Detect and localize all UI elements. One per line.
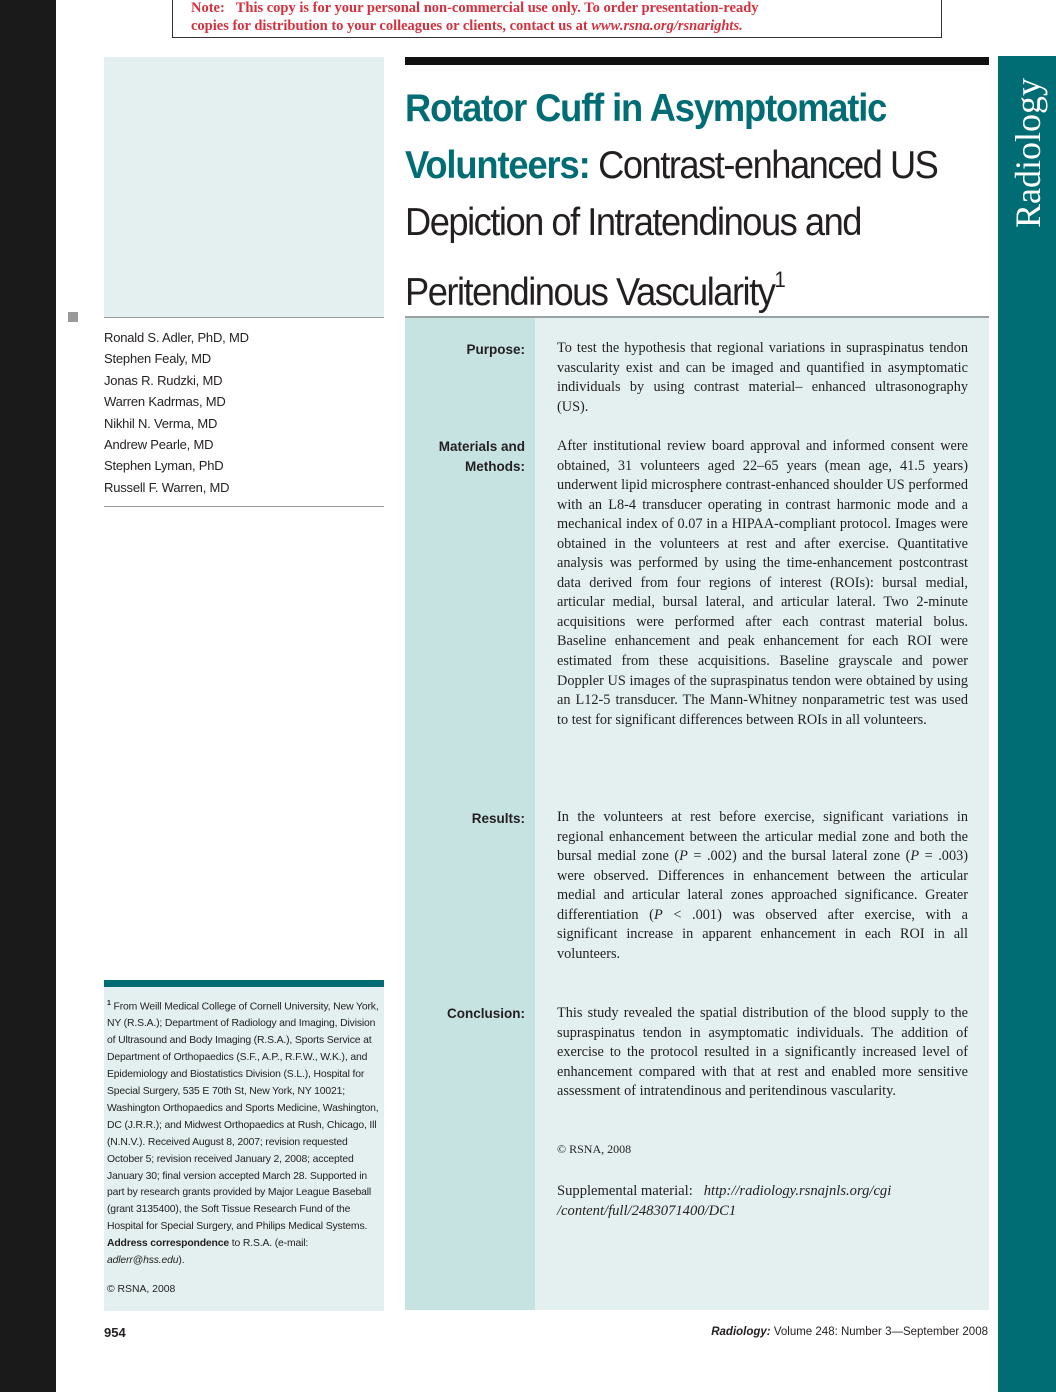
section-name: ORIGINAL RESEARCH (65, 329, 80, 470)
results-part: = .003) were observed. Differences in enhancement between the articular medial and articular lateral zones approached significance. Greater differentiation ( (557, 848, 969, 923)
p-symbol: P (910, 848, 920, 865)
methods-label (405, 437, 525, 477)
section-topic: MUSCULOSKELETAL IMAGING (64, 61, 81, 306)
author: Warren Kadrmas, MD (104, 394, 226, 410)
results-part: < .001) was observed after exercise, with a significant increase in apparent enhancement in each ROI in all volunteers. (557, 906, 968, 962)
author: Nikhil N. Verma, MD (104, 415, 218, 431)
author: Andrew Pearle, MD (104, 437, 214, 453)
divider (104, 317, 384, 318)
footnote-mark: 1 (107, 1000, 111, 1007)
conclusion-label: Conclusion: (447, 1006, 525, 1021)
address-close: ). (178, 1255, 185, 1267)
purpose-text: To test the hypothesis that regional variations in supraspinatus tendon vascularity exist and can be imaged and quantified in asymptomatic individuals by using contrast material– enhanced ultrasonography (US). (557, 340, 968, 415)
rights-link[interactable]: www.rsna.org/rsnarights. (591, 18, 743, 34)
author: Russell F. Warren, MD (104, 479, 230, 495)
results-text (557, 808, 968, 964)
results-part: In the volunteers at rest before exercise, significant variations in regional enhancement between the articular medial zone and both the bursal medial zone ( (557, 809, 968, 865)
notice-line-2: copies for distribution to your colleagues or clients, contact us at (191, 18, 588, 34)
notice-prefix: Note: (191, 0, 225, 16)
p-symbol: P (653, 906, 663, 923)
header-panel (104, 57, 384, 317)
page-number: 954 (104, 1325, 126, 1340)
journal-brand: Radiology (1008, 78, 1048, 228)
supplemental-link[interactable]: http://radiology.rsnajnls.org/cgi (703, 1183, 892, 1199)
divider (104, 506, 384, 507)
footnote-text: From Weill Medical College of Cornell University, New York, NY (R.S.A.); Department of Radiology and Imaging, Division of Ultrasound and Body Imaging (R.S.A.), Sports Service at Department of Orthopaedics (S.F., A.P., R.F.W., W.K.), and Epidemiology and Biostatistics Division (S.L.), Hospital for Special Surgery, 535 E 70th St, New York, NY 10021; Washington Orthopaedics and Sports Medicine, Washington, DC (J.R.R.); and Midwest Orthopaedics at Rush, Chicago, Ill (N.N.V.). Received August 8, 2007; revision requested October 5; revision received January 2, 2008; accepted January 30; final version accepted March 28. Supported in part by research grants provided by Major League Baseball (grant 3135400), the Soft Tissue Research Fund of the Hospital for Special Surgery, and Philips Medical Systems. (107, 1001, 379, 1233)
author: Stephen Lyman, PhD (104, 458, 224, 474)
purpose-label: Purpose: (466, 342, 525, 357)
title-main: Rotator Cuff in Asymptomatic Volunteers: (405, 87, 887, 187)
methods-text: After institutional review board approval and informed consent were obtained, 31 volunteers aged 22–65 years (mean age, 41.5 years) underwent lipid microsphere contrast-enhanced shoulder US performed with an L8-4 transducer operating in contrast harmonic mode and a mechanical index of 0.07 in a HIPAA-compliant protocol. Images were obtained in the volunteers at rest and after exercise. Quantitative analysis was performed by using the time-enhancement postcontrast data derived from four regions of interest (ROIs): bursal medial, articular medial, bursal lateral, and articular lateral. Two 2-minute acquisitions were performed after each contrast material bolus. Baseline enhancement and peak enhancement for each ROI were estimated from these acquisitions. Baseline grayscale and power Doppler US images of the supraspinatus tendon were obtained by using an L12-5 transducer. The Mann-Whitney nonparametric test was used to test for significant differences between ROIs in all volunteers. (557, 438, 968, 728)
journal-name: Radiology: (711, 1326, 771, 1338)
footnote-accent-bar (104, 980, 384, 987)
title-rule (405, 57, 989, 65)
address-text: to R.S.A. (e-mail: (231, 1238, 309, 1250)
right-brand-bar (998, 56, 1056, 1392)
journal-issue: Volume 248: Number 3—September 2008 (773, 1326, 988, 1338)
email-link[interactable]: adlerr@hss.edu (107, 1255, 179, 1267)
conclusion-text: This study revealed the spatial distribution of the blood supply to the supraspinatus tendon in asymptomatic individuals. The addition of exercise to the protocol resulted in a significantly increased level of enhancement compared with that at rest and enabled more sensitive assessment of intratendinous and peritendinous vascularity. (557, 1005, 968, 1100)
reprint-notice (172, 0, 942, 38)
p-symbol: P (679, 848, 688, 865)
supplemental-link-continued[interactable]: /content/full/2483071400/DC1 (557, 1202, 737, 1219)
supplemental-material (557, 1182, 971, 1221)
abstract-copyright: © RSNA, 2008 (557, 1142, 632, 1156)
journal-citation (590, 1326, 988, 1338)
square-separator-icon (68, 312, 78, 322)
methods-label-line-2: Methods: (465, 459, 525, 474)
author-list (104, 327, 384, 498)
affiliation-footnote (107, 996, 379, 1270)
title-subtitle: Contrast-enhanced US Depiction of Intratendinous and Peritendinous Vascularity (405, 144, 938, 314)
author: Stephen Fealy, MD (104, 351, 211, 367)
section-label (64, 50, 82, 470)
methods-label-line-1: Materials and (438, 439, 525, 454)
address-label: Address correspondence (107, 1238, 230, 1250)
footnote-copyright: © RSNA, 2008 (107, 1284, 176, 1295)
notice-line-1: This copy is for your personal non-commercial use only. To order presentation-ready (235, 0, 759, 16)
left-spine-bar (0, 0, 56, 1392)
article-title (405, 80, 954, 321)
supplemental-label: Supplemental material: (557, 1183, 693, 1199)
author: Ronald S. Adler, PhD, MD (104, 330, 249, 345)
title-footnote-mark: 1 (774, 267, 785, 292)
results-label: Results: (471, 811, 525, 826)
author: Jonas R. Rudzki, MD (104, 372, 223, 388)
divider (405, 316, 989, 318)
results-part: = .002) and the bursal lateral zone ( (687, 848, 911, 865)
